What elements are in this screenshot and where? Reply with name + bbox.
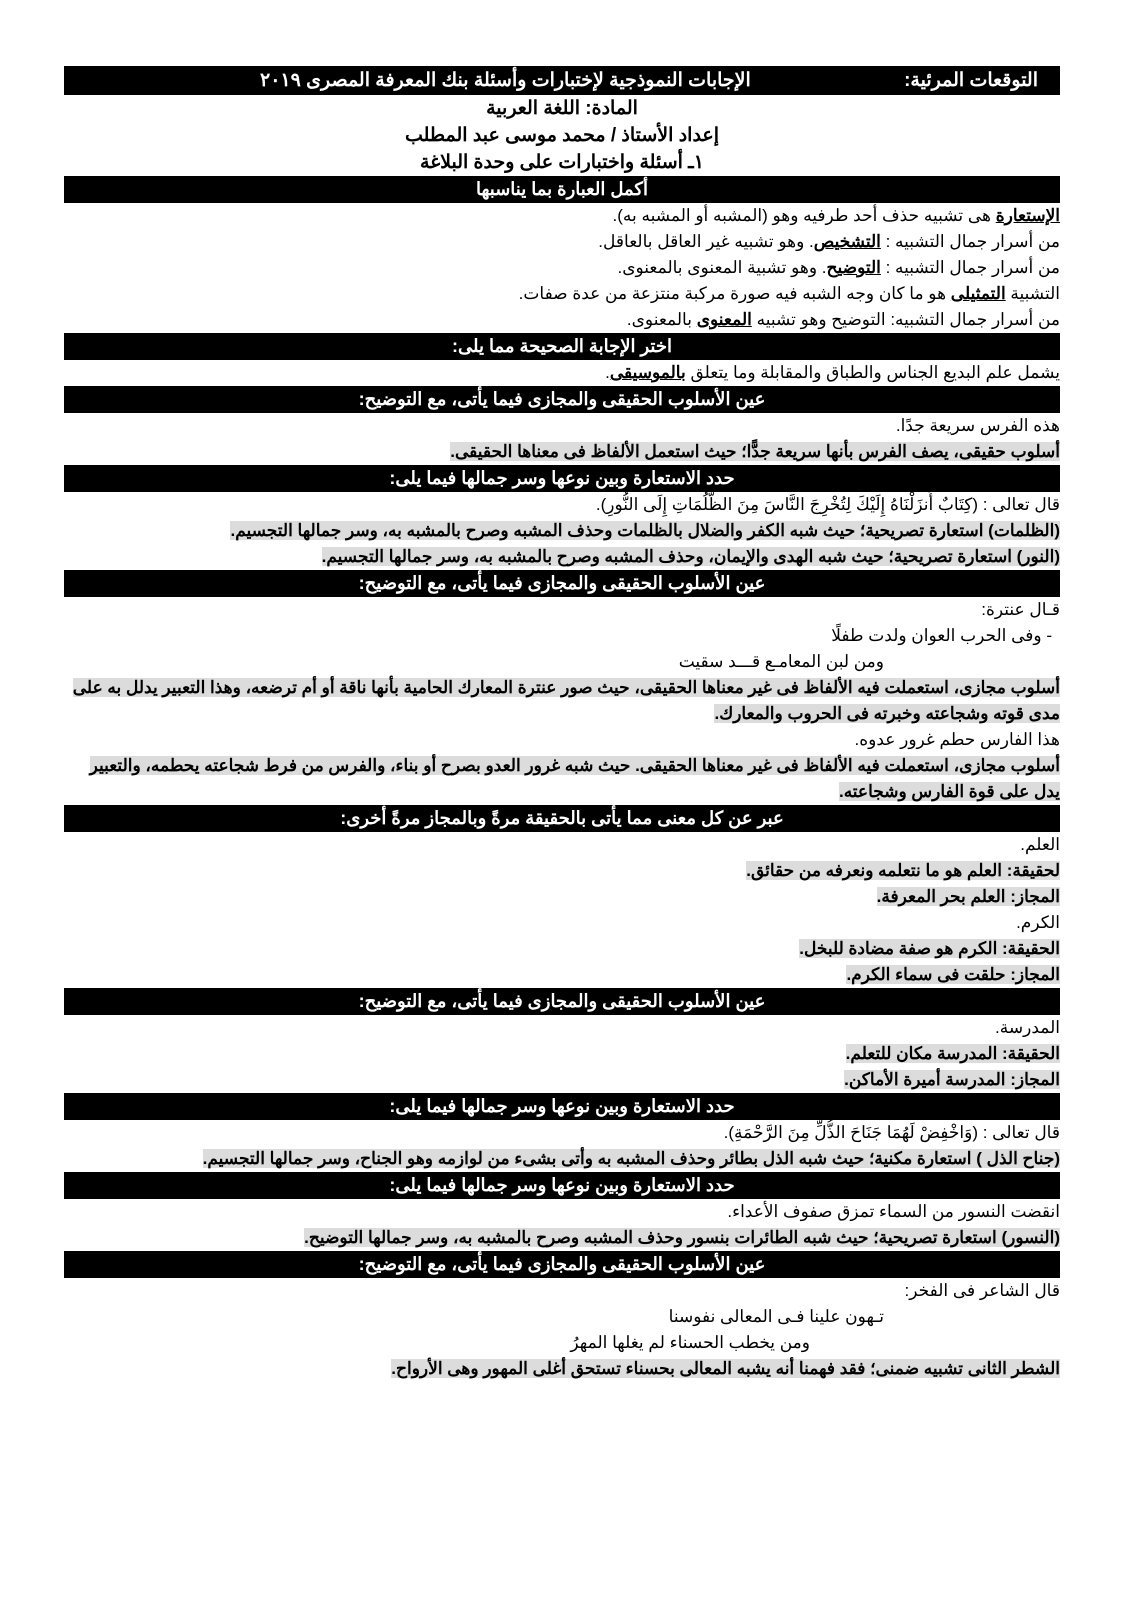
answer-highlight (64, 1225, 1060, 1251)
question-line: هذه الفرس سريعة جدًا. (895, 416, 1060, 435)
answer-text: من أسرار جمال التشبيه: التوضيح وهو تشبيه (751, 310, 1060, 329)
answer-highlight (64, 936, 1060, 962)
answer-line (64, 255, 1060, 281)
answer-highlight (64, 675, 1060, 727)
answer-text: هو ما كان وجه الشبه فيه صورة مركبة منتزعة من عدة صفات. (518, 284, 951, 303)
answer-text: (جناح الذل ) استعارة مكنية؛ حيث شبه الذل بطائر وحذف المشبه به وأتى بشىء من لوازمه وهو الجناح، وسر جمالها التجسيم. (202, 1149, 1060, 1168)
section-title-choose: اختر الإجابة الصحيحة مما يلى: (64, 333, 1060, 360)
answer-text: من أسرار جمال التشبيه : (880, 232, 1060, 251)
answer-highlight (64, 884, 1060, 910)
answer-text: . وهو تشبيه غير العاقل بالعاقل. (598, 232, 814, 251)
answer-line (64, 229, 1060, 255)
section-title-express: عبر عن كل معنى مما يأتى بالحقيقة مرةً وبالمجاز مرةً أخرى: (64, 805, 1060, 832)
answer-text: (النسور) استعارة تصريحية؛ حيث شبه الطائرات بنسور وحذف المشبه وصرح بالمشبه به، وسر جمالها التوضيح. (304, 1228, 1060, 1247)
header-title-right: التوقعات المرئية: (904, 70, 1038, 91)
question-line: قال تعالى : (كِتَابٌ أَنزَلْنَاهُ إِلَيْكَ لِتُخْرِجَ النَّاسَ مِنَ الظُّلُمَاتِ إِلَى النُّورِ). (595, 495, 1060, 514)
section-title-metaphor: حدد الاستعارة وبين نوعها وسر جمالها فيما يلى: (64, 1093, 1060, 1120)
question-line: المدرسة. (995, 1018, 1060, 1037)
answer-text: لحقيقة: العلم هو ما نتعلمه ونعرفه من حقائق. (746, 861, 1060, 880)
section-title-metaphor: حدد الاستعارة وبين نوعها وسر جمالها فيما يلى: (64, 1172, 1060, 1199)
answer-line (64, 307, 1060, 333)
answer-key: التمثيلى (950, 284, 1006, 303)
answer-text: المجاز: حلقت فى سماء الكرم. (846, 965, 1060, 984)
answer-text: أسلوب مجازى، استعملت فيه الألفاظ فى غير معناها الحقيقى. حيث شبه غرور العدو بصرح أو بناء، والفرس من فرط شجاعته يحطمه، والتعبير يدل على قوة الفارس وشجاعته. (89, 756, 1060, 801)
section-title-real-figurative: عين الأسلوب الحقيقى والمجازى فيما يأتى، مع التوضيح: (64, 988, 1060, 1015)
answer-line (64, 360, 1060, 386)
header-title-left: الإجابات النموذجية لإختبارات وأسئلة بنك المعرفة المصرى ٢٠١٩ (260, 70, 751, 91)
author-heading: إعداد الأستاذ / محمد موسى عبد المطلب (404, 125, 720, 146)
answer-text: هى تشبيه حذف أحد طرفيه وهو (المشبه أو المشبه به). (612, 206, 996, 225)
answer-text: التشبية (1005, 284, 1060, 303)
answer-key: المعنوى (696, 310, 752, 329)
answer-highlight (64, 1067, 1060, 1093)
answer-text: من أسرار جمال التشبيه : (880, 258, 1060, 277)
section-title-real-figurative: عين الأسلوب الحقيقى والمجازى فيما يأتى، مع التوضيح: (64, 1251, 1060, 1278)
answer-line (64, 281, 1060, 307)
answer-text: (النور) استعارة تصريحية؛ حيث شبه الهدى والإيمان، وحذف المشبه وصرح بالمشبه به، وسر جمالها التجسيم. (321, 547, 1060, 566)
section-title-complete: أكمل العبارة بما يناسبها (64, 176, 1060, 203)
verse-line: تـهون علينا فـى المعالى نفوسنا (668, 1307, 884, 1326)
unit-heading: ١ـ أسئلة واختبارات على وحدة البلاغة (420, 152, 704, 173)
section-title-real-figurative: عين الأسلوب الحقيقى والمجازى فيما يأتى، مع التوضيح: (64, 386, 1060, 413)
answer-highlight (64, 544, 1060, 570)
question-line: قال تعالى : (وَاخْفِضْ لَهُمَا جَنَاحَ الذُّلِّ مِنَ الرَّحْمَةِ). (723, 1123, 1060, 1142)
verse-line: ومن يخطب الحسناء لم يغلها المهرُ (570, 1333, 810, 1352)
section-title-metaphor: حدد الاستعارة وبين نوعها وسر جمالها فيما يلى: (64, 465, 1060, 492)
answer-text: المجاز: العلم بحر المعرفة. (876, 887, 1060, 906)
answer-line (64, 203, 1060, 229)
subject-heading: المادة: اللغة العربية (486, 98, 638, 119)
answer-highlight (64, 518, 1060, 544)
answer-highlight (64, 1041, 1060, 1067)
answer-key: الإستعارة (995, 206, 1060, 225)
answer-key: التشخيص (813, 232, 881, 251)
question-line: قال الشاعر فى الفخر: (904, 1281, 1060, 1300)
answer-text: . وهو تشبية المعنوى بالمعنوى. (617, 258, 827, 277)
answer-text: الشطر الثانى تشبيه ضمنى؛ فقد فهمنا أنه يشبه المعالى بحسناء تستحق أغلى المهور وهى الأرواح. (391, 1359, 1060, 1378)
answer-highlight (64, 753, 1060, 805)
question-line: الكرم. (1016, 913, 1060, 932)
answer-text: المجاز: المدرسة أميرة الأماكن. (844, 1070, 1060, 1089)
verse-line: - وفى الحرب العوان ولدت طفلًا (831, 626, 1052, 645)
header-bar (64, 66, 1060, 95)
answer-text: يشمل علم البديع الجناس والطباق والمقابلة وما يتعلق (685, 363, 1060, 382)
answer-text: (الظلمات) استعارة تصريحية؛ حيث شبه الكفر والضلال بالظلمات وحذف المشبه وصرح بالمشبه به، وسر جمالها التجسيم. (230, 521, 1060, 540)
question-line: قـال عنترة: (981, 600, 1060, 619)
answer-highlight (64, 1146, 1060, 1172)
answer-key: بالموسيقى (609, 363, 686, 382)
answer-text: الحقيقة: الكرم هو صفة مضادة للبخل. (799, 939, 1060, 958)
answer-key: التوضيح (826, 258, 881, 277)
question-line: انقضت النسور من السماء تمزق صفوف الأعداء. (727, 1202, 1060, 1221)
answer-highlight (64, 858, 1060, 884)
answer-text: الحقيقة: المدرسة مكان للتعلم. (845, 1044, 1060, 1063)
question-line: هذا الفارس حطم غرور عدوه. (854, 730, 1060, 749)
section-title-real-figurative: عين الأسلوب الحقيقى والمجازى فيما يأتى، مع التوضيح: (64, 570, 1060, 597)
answer-text: . (605, 363, 610, 382)
answer-text: أسلوب مجازى، استعملت فيه الألفاظ فى غير معناها الحقيقى، حيث صور عنترة المعارك الحامية بأنها ناقة أو أم ترضعه، وهذا التعبير يدلل به على مدى قوته وشجاعته وخبرته فى الحروب والمعارك. (72, 678, 1060, 723)
question-line: العلم. (1020, 835, 1060, 854)
verse-line: ومن لبن المعامـع قـــد سقيت (678, 652, 884, 671)
answer-highlight (64, 962, 1060, 988)
answer-highlight (64, 439, 1060, 465)
answer-text: بالمعنوى. (626, 310, 697, 329)
answer-highlight (64, 1356, 1060, 1382)
answer-text: أسلوب حقيقى، يصف الفرس بأنها سريعة جدًّا؛ حيث استعمل الألفاظ فى معناها الحقيقى. (450, 442, 1060, 461)
document-page (64, 66, 1060, 1382)
